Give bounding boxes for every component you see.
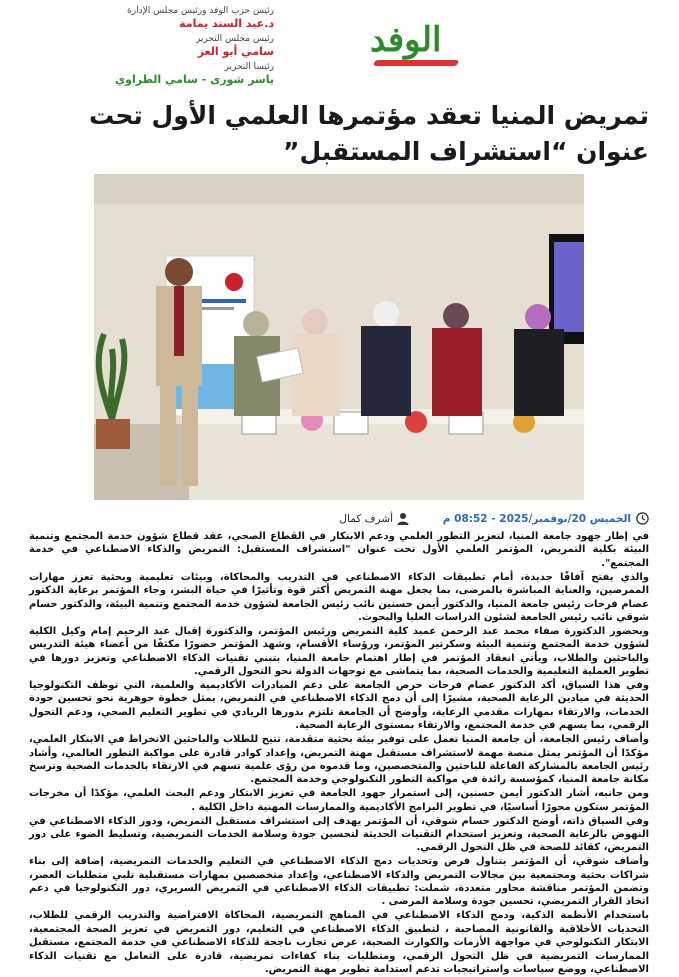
article-paragraph: باستخدام الأنظمة الذكية، ودمج الذكاء الاصطناعي في المناهج التمريضية، المحاكاة الافتراضية والتدريب الرقمي للطلاب، التحديات الأخلاقية والقانونية المصاحبة ، لتطبيق الذكاء الاصطناعي في التعليم، دور التمريض في تعزيز الصحة المجتمعية، الابتكار التكنولوجي في مواجهة الأزمات والكوارث الصحية، عرض تجارب ناجحة للذكاء الاصطناعي في خدمة المجتمع، مستقبل الممارسات التمريضية في ظل التحول الرقمي، ومتطلبات بناء كفاءات تمريضية، قادرة على التعامل مع تقنيات الذكاء الاصطناعي، ووضع سياسات واستراتيجيات تدعم استدامة تطوير مهنة التمريض. <box>29 910 649 975</box>
article-body <box>29 530 649 977</box>
article-paragraph: ومن جانبه، أشار الدكتور أيمن حسنين، إلى استمرار جهود الجامعة في تعزيز الابتكار ودعم البحث العلمي، مؤكدًا أن مخرجات المؤتمر ستكون محورًا أساسيًا، في تطوير البرامج الأكاديمية والممارسات المهنية داخل الكلية . <box>29 788 649 813</box>
staff-entry <box>34 33 274 59</box>
masthead <box>0 0 679 90</box>
author-name[interactable]: أشرف كمال <box>339 513 393 525</box>
article-paragraph: وفي هذا السياق، أكد الدكتور عصام فرحات حرص الجامعة على دعم المبادرات الأكاديمية والعلمية، التي توظف التكنولوجيا الحديثة في ميادين الرعاية الصحية، مشيرًا إلى أن دمج الذكاء الاصطناعي في التمريض، يمثل خطوة جوهرية نحو تحسين جودة الخدمات، والارتقاء بمهارات مقدمي الرعاية، وأوضح أن الجامعة تلتزم بدورها الريادي في تطوير التعليم الصحي، ودعم التحول الرقمي، بما يسهم في خدمة المجتمع، والارتقاء بمستوى الرعاية الصحية. <box>29 679 649 732</box>
article-headline: تمريض المنيا تعقد مؤتمرها العلمي الأول تحت عنوان “استشراف المستقبل” <box>88 101 649 166</box>
staff-name: ياسر شورى - سامي الطراوي <box>115 73 274 86</box>
article-meta <box>29 510 649 528</box>
staff-name: د.عبد السند يمامة <box>179 17 274 30</box>
logo-swoosh <box>373 60 459 66</box>
logo-text: الوفد <box>370 20 442 60</box>
user-icon <box>397 512 409 525</box>
article-paragraph: وبحضور الدكتورة صفاء محمد عبد الرحمن عميد كلية التمريض ورئيس المؤتمر، والدكتورة إقبال عبد الرحيم إمام وكيل الكلية لشؤون خدمة المجتمع وتنمية البيئة وسكرتير المؤتمر، ورؤساء الأقسام، وشهد المؤتمر حضورًا مكثفًا من أعضاء هيئة التدريس والباحثين والطلاب، ويأتي انعقاد المؤتمر في إطار اهتمام جامعة المنيا، بتبني تقنيات الذكاء الاصطناعي وتعزيز دورها في تطوير العملية التعليمية والخدمات الصحية، بما يتماشى مع توجهات الدولة نحو التحول الرقمي. <box>29 625 649 678</box>
article-paragraph: وأضاف رئيس الجامعة، أن جامعة المنيا تعمل على توفير بيئة بحثية متقدمة، تتيح للطلاب والباحثين الانخراط في الابتكار العلمي، مؤكدًا أن المؤتمر يمثل منصة مهمة لاستشراف مستقبل مهنة التمريض، وإعداد كوادر قادرة على مواكبة التطور العالمي، وأشاد رئيس الجامعة بالمشاركة الفاعلة للباحثين والمتخصصين، وما قدموه من رؤى علمية تسهم في الارتقاء بالخدمات الصحية وترسخ مكانة جامعة المنيا، كمؤسسة رائدة في مواكبة التطور التكنولوجي وخدمة المجتمع. <box>29 734 649 786</box>
staff-role: رئيس مجلس التحرير <box>195 34 274 44</box>
article-photo <box>94 174 584 500</box>
clock-icon <box>636 512 649 525</box>
article-paragraph: وأضاف شوقي، أن المؤتمر يتناول فرص وتحديات دمج الذكاء الاصطناعي في التعليم والخدمات التمريضية، إضافة إلى بناء شراكات بحثية ومجتمعية بين مجالات التمريض والذكاء الاصطناعي، وإعداد متخصصين بمهارات مستقبلية تلبي متطلبات العصر، وتضمن المؤتمر مناقشة محاور متعددة، شملت: تطبيقات الذكاء الاصطناعي في التمريض السريري، دور التكنولوجيا في دعم اتخاذ القرار التمريضي، تحسين جودة وسلامة المرضى . <box>29 856 649 908</box>
article-paragraph: وفي السياق ذاته، أوضح الدكتور حسام شوقي، أن المؤتمر يهدف إلى استشراف مستقبل التمريض، ودور الذكاء الاصطناعي في النهوض بالرعاية الصحية، وتعزيز استخدام التقنيات الحديثة لتحسين جودة وسلامة الخدمات التمريضية، وتسليط الضوء على دور التمريض، كقائد للصحة في ظل التحول الرقمي. <box>29 815 649 854</box>
staff-name: سامي أبو العز <box>197 45 274 58</box>
staff-entry <box>34 5 274 31</box>
staff-role: رئيسا التحرير <box>224 62 274 72</box>
staff-entry <box>34 61 274 87</box>
staff-role: رئيس حزب الوفد ورئيس مجلس الإدارة <box>127 6 274 16</box>
article-paragraph: في إطار جهود جامعة المنيا، لتعزيز التطور العلمي ودعم الابتكار في القطاع الصحي، عقد قطاع شؤون خدمة المجتمع وتنمية البيئة بكلية التمريض، المؤتمر العلمي الأول تحت عنوان "استشراف المستقبل: التمريض والذكاء الاصطناعي في خدمة المجتمع". <box>29 531 649 569</box>
editorial-staff <box>34 5 274 89</box>
article-paragraph: والذي يفتح آفاقًا جديدة، أمام تطبيقات الذكاء الاصطناعي في التدريب والمحاكاة، وبيئات تعليمية وبحثية تعزز مهارات الممرضين، والعناية المباشرة بالمرضى، بما يجعل مهنة التمريض أكثر قوة وتأثيرًا في حياة البشر، وجاء المؤتمر برعاية الدكتور عصام فرحات رئيس جامعة المنيا، والدكتور أيمن حسنين نائب رئيس الجامعة لشؤون خدمة المجتمع وتنمية البيئة، والدكتور حسام شوقي نائب رئيس الجامعة لشئون الدراسات العليا والبحوث. <box>29 571 649 623</box>
alwafd-logo[interactable] <box>370 20 462 68</box>
publish-date: الخميس 20/نوفمبر/2025 - 08:52 م <box>442 513 631 525</box>
